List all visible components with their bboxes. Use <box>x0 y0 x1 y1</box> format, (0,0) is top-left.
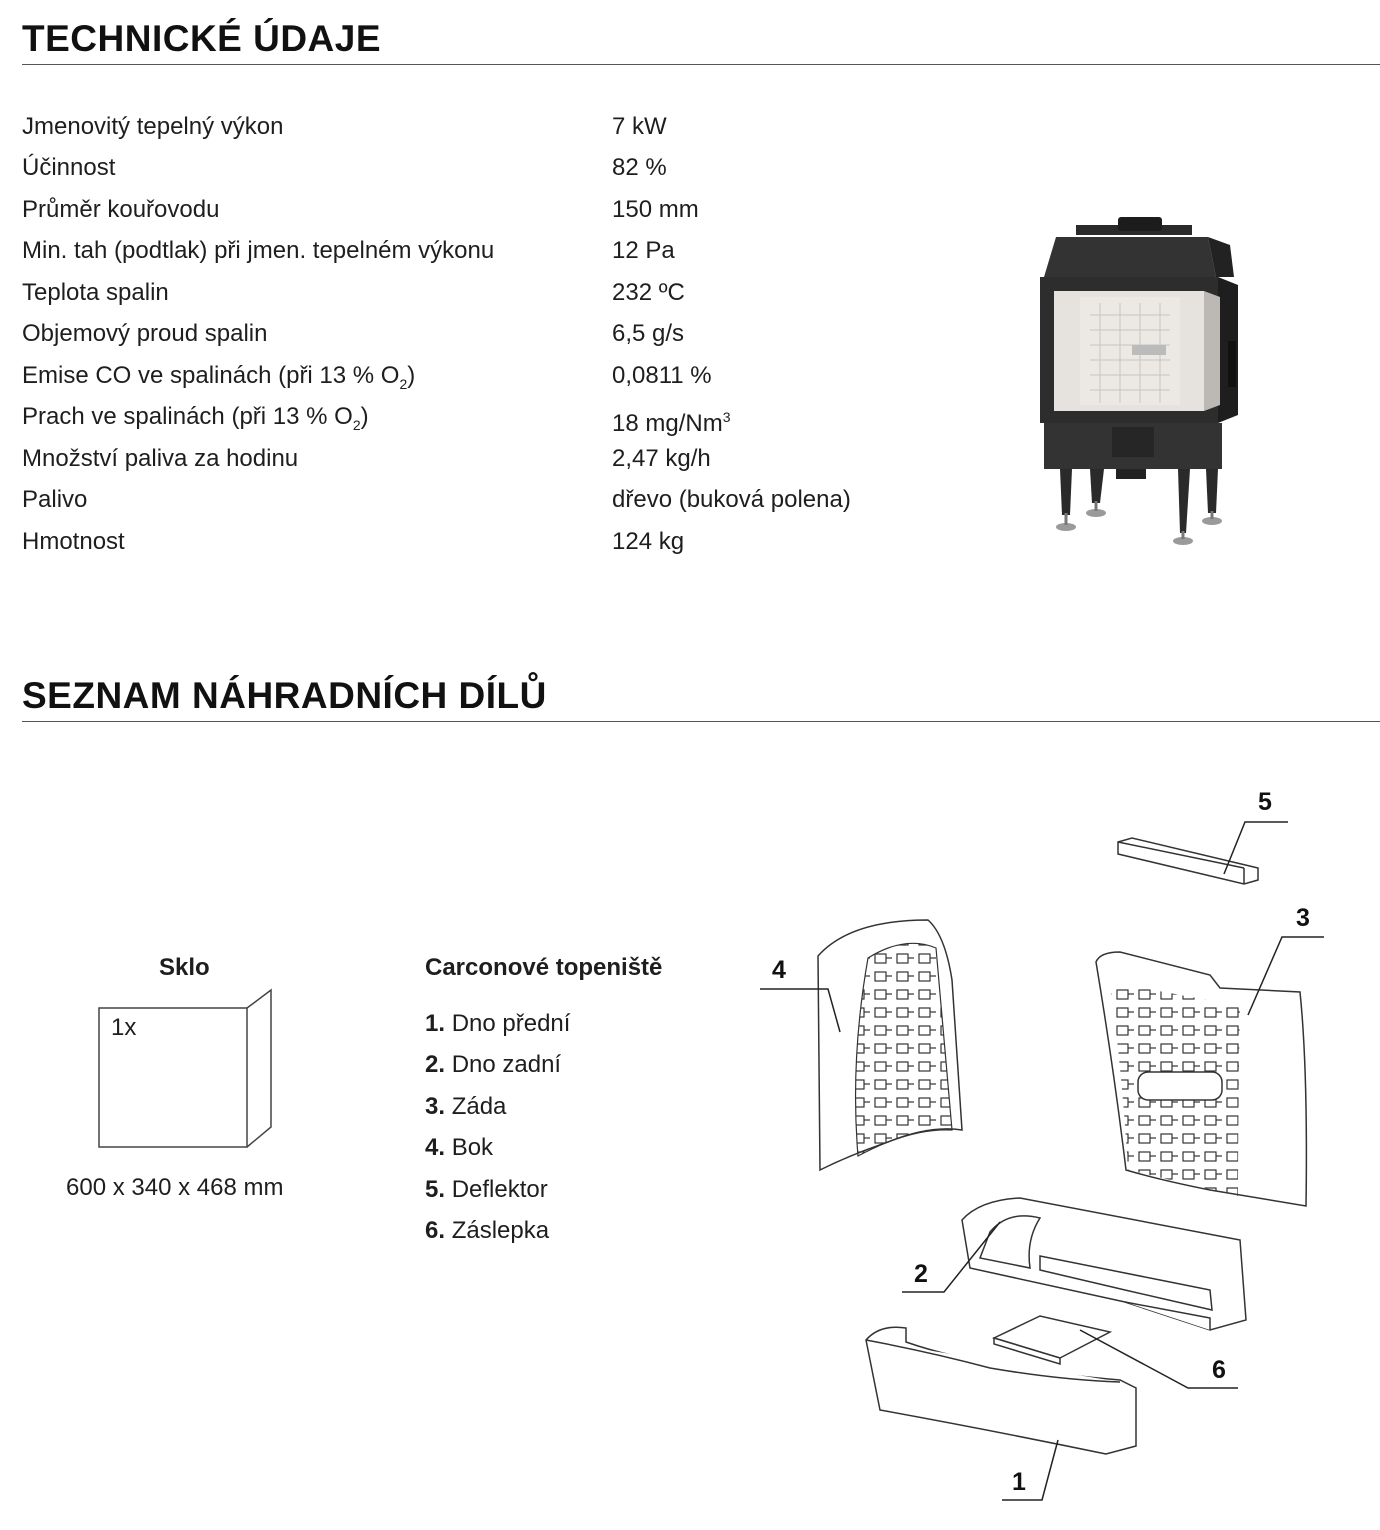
callout-2: 2 <box>914 1260 928 1288</box>
spec-value: 0,0811 % <box>612 362 712 389</box>
spare-parts-section-title: SEZNAM NÁHRADNÍCH DÍLŮ <box>22 675 547 716</box>
part-number: 2. <box>425 1051 446 1078</box>
exploded-parts-diagram <box>740 770 1360 1530</box>
spec-label: Palivo <box>22 486 88 513</box>
spec-label: Účinnost <box>22 154 116 181</box>
part-item <box>425 1004 570 1044</box>
spec-value: dřevo (buková polena) <box>612 486 851 513</box>
glass-title: Sklo <box>159 954 210 981</box>
callout-6: 6 <box>1212 1356 1226 1384</box>
part-number: 3. <box>425 1093 446 1120</box>
callout-4: 4 <box>772 956 786 984</box>
part-item <box>425 1128 493 1168</box>
callout-5: 5 <box>1258 788 1272 816</box>
spec-label-text: Emise CO ve spalinách (při 13 % O <box>22 362 400 389</box>
spec-label-end: ) <box>407 362 416 389</box>
spec-label: Jmenovitý tepelný výkon <box>22 113 284 140</box>
spec-row <box>22 356 922 396</box>
spec-row <box>22 397 922 437</box>
spec-value: 2,47 kg/h <box>612 445 711 472</box>
spec-label: Objemový proud spalin <box>22 320 268 347</box>
technical-section-title: TECHNICKÉ ÚDAJE <box>22 18 382 59</box>
spec-value <box>612 397 731 444</box>
spec-label <box>22 397 369 445</box>
part-5-deflector <box>1118 838 1258 884</box>
spec-row <box>22 231 922 271</box>
spec-label: Průměr kouřovodu <box>22 196 220 223</box>
part-2-rear-floor <box>962 1198 1246 1330</box>
subscript: 2 <box>399 375 408 392</box>
spec-label-end: ) <box>360 403 369 430</box>
part-name: Dno zadní <box>451 1051 562 1078</box>
spec-row <box>22 480 922 520</box>
spare-parts-title-rule <box>22 721 1380 722</box>
spec-value: 7 kW <box>612 113 667 140</box>
subscript: 2 <box>352 416 361 433</box>
part-item <box>425 1170 548 1210</box>
part-number: 1. <box>425 1010 446 1037</box>
part-item <box>425 1045 561 1085</box>
spec-value: 6,5 g/s <box>612 320 685 347</box>
spec-value: 124 kg <box>612 528 685 555</box>
part-name: Deflektor <box>451 1176 548 1203</box>
part-item <box>425 1211 549 1251</box>
glass-dimensions: 600 x 340 x 468 mm <box>66 1174 284 1201</box>
spec-label: Min. tah (podtlak) při jmen. tepelném výkonu <box>22 237 495 264</box>
spec-label: Teplota spalin <box>22 279 169 306</box>
spec-row <box>22 439 922 479</box>
spec-value-text: 18 mg/Nm <box>612 410 723 437</box>
glass-pane-icon <box>96 987 276 1152</box>
fireplace-insert-image <box>1020 215 1260 555</box>
spec-row <box>22 190 922 230</box>
part-name: Záslepka <box>451 1217 550 1244</box>
spec-row <box>22 314 922 354</box>
spec-row <box>22 107 922 147</box>
callout-3: 3 <box>1296 904 1310 932</box>
part-number: 6. <box>425 1217 446 1244</box>
part-item <box>425 1087 506 1127</box>
part-4-side-panel <box>818 920 962 1170</box>
superscript: 3 <box>722 409 731 425</box>
spec-value: 150 mm <box>612 196 699 223</box>
spec-value: 232 ºC <box>612 279 685 306</box>
part-number: 4. <box>425 1134 446 1161</box>
part-name: Dno přední <box>451 1010 571 1037</box>
technical-title-rule <box>22 64 1380 65</box>
callout-1: 1 <box>1012 1468 1026 1496</box>
spec-row <box>22 522 922 562</box>
spec-label: Množství paliva za hodinu <box>22 445 299 472</box>
spec-value: 82 % <box>612 154 667 181</box>
part-name: Záda <box>451 1093 507 1120</box>
spec-value: 12 Pa <box>612 237 675 264</box>
spec-label-text: Prach ve spalinách (při 13 % O <box>22 403 353 430</box>
part-6-plug <box>994 1316 1110 1364</box>
glass-quantity: 1x <box>111 1014 137 1041</box>
spec-row <box>22 273 922 313</box>
firebox-title: Carconové topeniště <box>425 954 663 981</box>
part-name: Bok <box>451 1134 494 1161</box>
spec-label: Hmotnost <box>22 528 125 555</box>
part-number: 5. <box>425 1176 446 1203</box>
spec-row <box>22 148 922 188</box>
part-3-back-panel <box>1096 952 1306 1206</box>
